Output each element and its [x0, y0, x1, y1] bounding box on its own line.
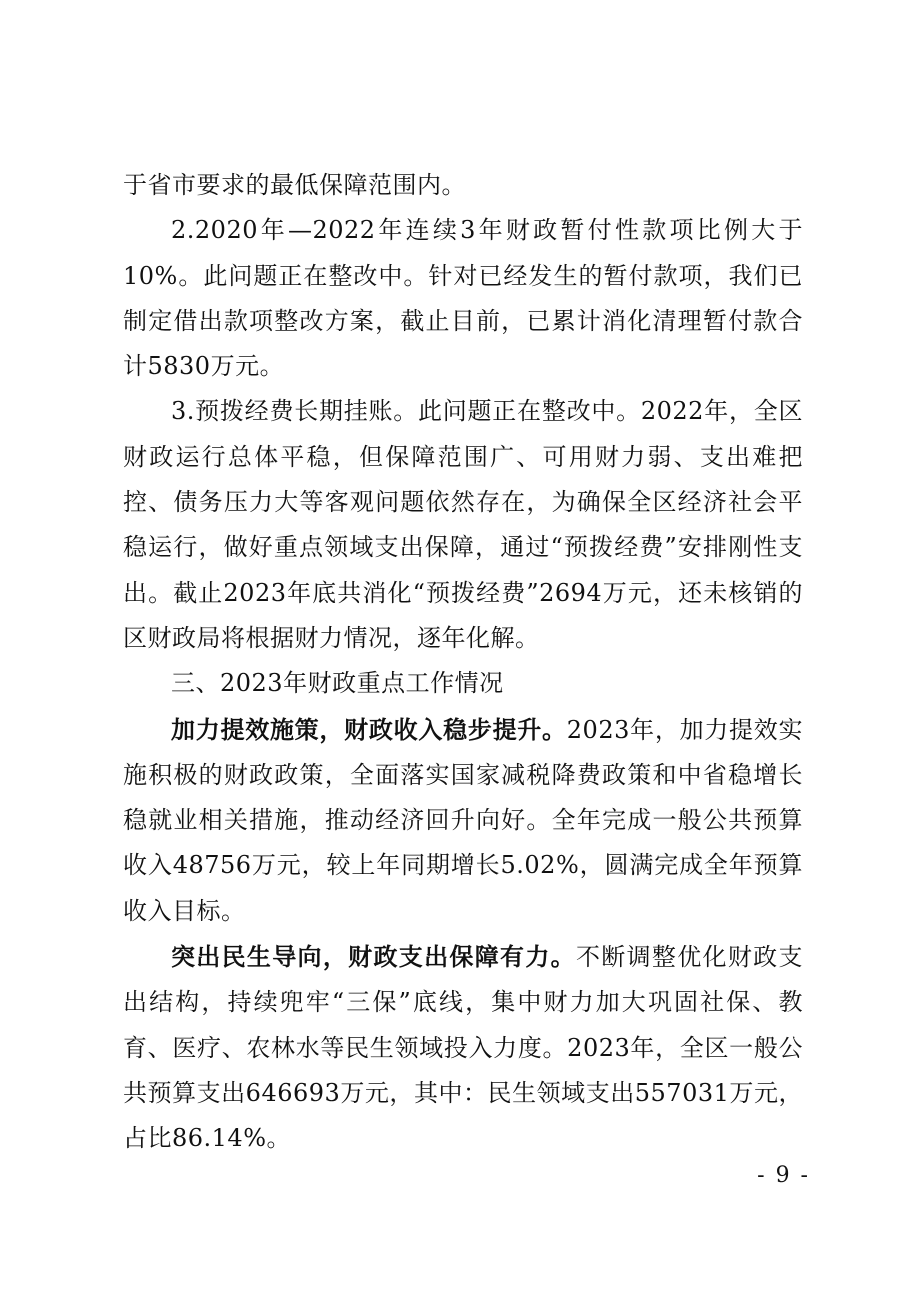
paragraph-6 [123, 934, 803, 1161]
paragraph-5 [123, 707, 803, 934]
paragraph-6-lead: 突出民生导向，财政支出保障有力。 [171, 942, 576, 972]
paragraph-2-text: 2.2020年—2022年连续3年财政暂付性款项比例大于10%。此问题正在整改中。针对已经发生的暂付款项，我们已制定借出款项整改方案，截止目前，已累计消化清理暂付款合计5830万元。 [123, 216, 803, 381]
section-heading-text: 三、2023年财政重点工作情况 [171, 669, 504, 698]
paragraph-5-text: 2023年，加力提效实施积极的财政政策，全面落实国家减税降费政策和中省稳增长稳就业相关措施，推动经济回升向好。全年完成一般公共预算收入48756万元，较上年同期增长5.02%，圆满完成全年预算收入目标。 [123, 715, 804, 925]
paragraph-1 [123, 163, 803, 208]
paragraph-3-text: 3.预拨经费长期挂账。此问题正在整改中。2022年，全区财政运行总体平稳，但保障范围广、可用财力弱、支出难把控、债务压力大等客观问题依然存在，为确保全区经济社会平稳运行，做好重点领域支出保障，通过“预拨经费”安排刚性支出。截止2023年底共消化“预拨经费”2694万元，还未核销的区财政局将根据财力情况，逐年化解。 [123, 397, 803, 652]
paragraph-1-text: 于省市要求的最低保障范围内。 [123, 171, 466, 199]
page-number: - 9 - [757, 1163, 810, 1188]
paragraph-5-lead: 加力提效施策，财政收入稳步提升。 [171, 714, 567, 744]
paragraph-3 [123, 389, 803, 661]
body-text [123, 163, 803, 1162]
paragraph-6-text: 不断调整优化财政支出结构，持续兜牢“三保”底线，集中财力加大巩固社保、教育、医疗、农林水等民生领域投入力度。2023年，全区一般公共预算支出646693万元，其中：民生领域支出557031万元，占比86.14%。 [123, 943, 803, 1153]
section-heading [123, 661, 803, 706]
paragraph-2 [123, 208, 803, 389]
